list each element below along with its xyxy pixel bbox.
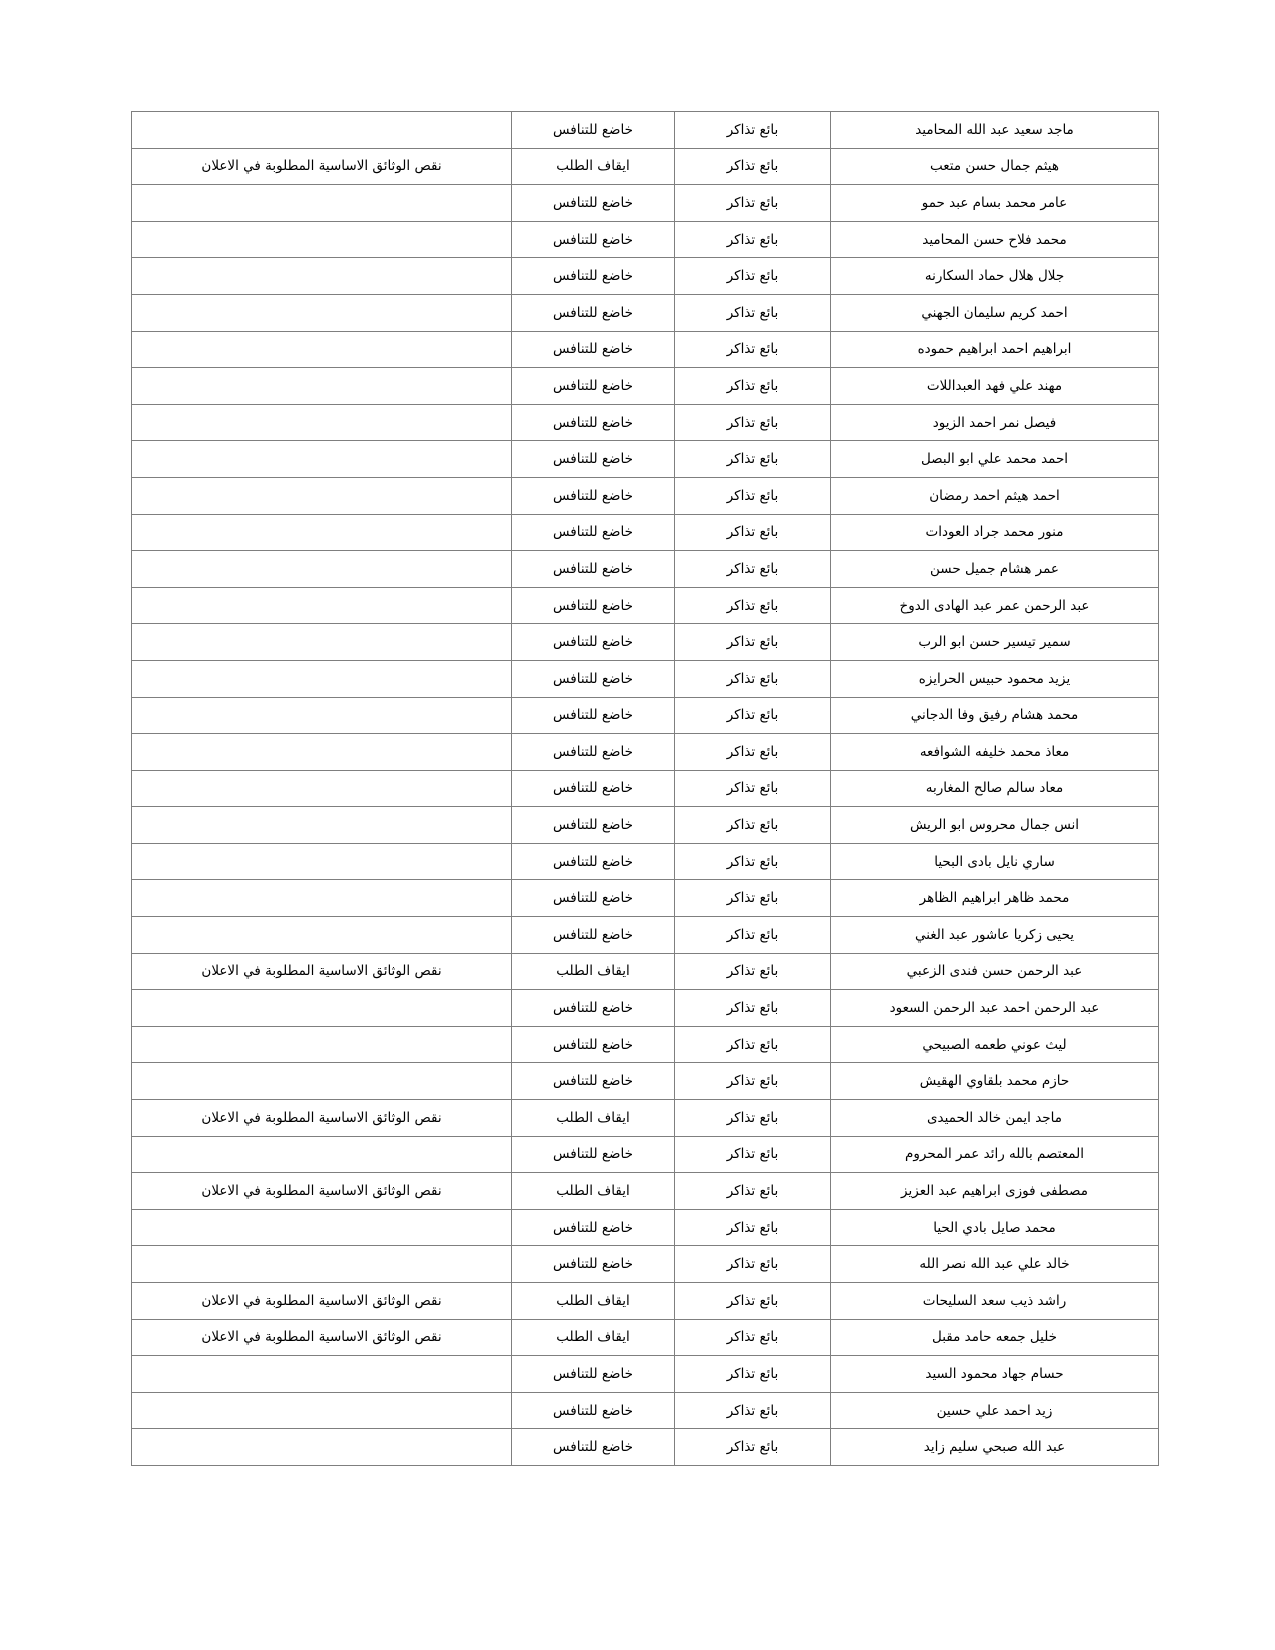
note-cell bbox=[132, 368, 512, 405]
status-cell: خاضع للتنافس bbox=[512, 331, 675, 368]
status-cell: خاضع للتنافس bbox=[512, 1026, 675, 1063]
job-title-cell: بائع تذاكر bbox=[675, 1136, 831, 1173]
status-cell: خاضع للتنافس bbox=[512, 917, 675, 954]
status-cell: خاضع للتنافس bbox=[512, 1392, 675, 1429]
table-row bbox=[132, 148, 1159, 185]
job-title-cell: بائع تذاكر bbox=[675, 185, 831, 222]
applicant-name-cell: خالد علي عبد الله نصر الله bbox=[831, 1246, 1159, 1283]
note-cell bbox=[132, 770, 512, 807]
note-cell bbox=[132, 1246, 512, 1283]
applicant-name-cell: يزيد محمود حبيس الحرايزه bbox=[831, 660, 1159, 697]
note-cell bbox=[132, 1063, 512, 1100]
note-cell bbox=[132, 551, 512, 588]
table-row bbox=[132, 221, 1159, 258]
note-cell bbox=[132, 734, 512, 771]
table-row bbox=[132, 1392, 1159, 1429]
applicant-name-cell: عبد الرحمن احمد عبد الرحمن السعود bbox=[831, 990, 1159, 1027]
table-row bbox=[132, 1356, 1159, 1393]
note-cell: نقص الوثائق الاساسية المطلوبة في الاعلان bbox=[132, 1319, 512, 1356]
job-title-cell: بائع تذاكر bbox=[675, 148, 831, 185]
status-cell: خاضع للتنافس bbox=[512, 843, 675, 880]
note-cell bbox=[132, 185, 512, 222]
job-title-cell: بائع تذاكر bbox=[675, 660, 831, 697]
table-row bbox=[132, 404, 1159, 441]
status-cell: خاضع للتنافس bbox=[512, 551, 675, 588]
applicant-name-cell: مهند علي فهد العبداللات bbox=[831, 368, 1159, 405]
job-title-cell: بائع تذاكر bbox=[675, 112, 831, 149]
note-cell bbox=[132, 1026, 512, 1063]
status-cell: خاضع للتنافس bbox=[512, 404, 675, 441]
status-cell: خاضع للتنافس bbox=[512, 1246, 675, 1283]
applicant-name-cell: منور محمد جراد العودات bbox=[831, 514, 1159, 551]
job-title-cell: بائع تذاكر bbox=[675, 770, 831, 807]
status-cell: خاضع للتنافس bbox=[512, 1429, 675, 1466]
job-title-cell: بائع تذاكر bbox=[675, 843, 831, 880]
note-cell bbox=[132, 1392, 512, 1429]
table-row bbox=[132, 697, 1159, 734]
applicant-name-cell: عبد الله صبحي سليم زايد bbox=[831, 1429, 1159, 1466]
table-row bbox=[132, 1283, 1159, 1320]
applicant-name-cell: محمد صايل بادي الحيا bbox=[831, 1209, 1159, 1246]
table-row bbox=[132, 660, 1159, 697]
table-row bbox=[132, 734, 1159, 771]
note-cell bbox=[132, 807, 512, 844]
status-cell: خاضع للتنافس bbox=[512, 1209, 675, 1246]
table-row bbox=[132, 1100, 1159, 1137]
status-cell: خاضع للتنافس bbox=[512, 514, 675, 551]
job-title-cell: بائع تذاكر bbox=[675, 1319, 831, 1356]
note-cell bbox=[132, 441, 512, 478]
table-row bbox=[132, 990, 1159, 1027]
job-title-cell: بائع تذاكر bbox=[675, 1283, 831, 1320]
note-cell bbox=[132, 331, 512, 368]
applicant-name-cell: احمد كريم سليمان الجهني bbox=[831, 294, 1159, 331]
status-cell: خاضع للتنافس bbox=[512, 221, 675, 258]
table-row bbox=[132, 294, 1159, 331]
status-cell: خاضع للتنافس bbox=[512, 660, 675, 697]
note-cell bbox=[132, 404, 512, 441]
note-cell bbox=[132, 660, 512, 697]
table-row bbox=[132, 1209, 1159, 1246]
job-title-cell: بائع تذاكر bbox=[675, 1063, 831, 1100]
applicant-name-cell: احمد محمد علي ابو البصل bbox=[831, 441, 1159, 478]
table-row bbox=[132, 1429, 1159, 1466]
status-cell: ايقاف الطلب bbox=[512, 1283, 675, 1320]
applicants-table bbox=[131, 111, 1159, 1466]
applicant-name-cell: ماجد ايمن خالد الحميدى bbox=[831, 1100, 1159, 1137]
applicant-name-cell: ليث عوني طعمه الصبيحي bbox=[831, 1026, 1159, 1063]
job-title-cell: بائع تذاكر bbox=[675, 1429, 831, 1466]
status-cell: ايقاف الطلب bbox=[512, 148, 675, 185]
status-cell: خاضع للتنافس bbox=[512, 587, 675, 624]
job-title-cell: بائع تذاكر bbox=[675, 953, 831, 990]
note-cell bbox=[132, 1136, 512, 1173]
job-title-cell: بائع تذاكر bbox=[675, 551, 831, 588]
table-row bbox=[132, 807, 1159, 844]
applicant-name-cell: محمد هشام رفيق وفا الدجاني bbox=[831, 697, 1159, 734]
note-cell bbox=[132, 917, 512, 954]
applicant-name-cell: محمد فلاح حسن المحاميد bbox=[831, 221, 1159, 258]
applicant-name-cell: معاذ محمد خليفه الشوافعه bbox=[831, 734, 1159, 771]
status-cell: ايقاف الطلب bbox=[512, 1173, 675, 1210]
applicant-name-cell: انس جمال محروس ابو الريش bbox=[831, 807, 1159, 844]
job-title-cell: بائع تذاكر bbox=[675, 880, 831, 917]
status-cell: ايقاف الطلب bbox=[512, 953, 675, 990]
note-cell bbox=[132, 990, 512, 1027]
applicant-name-cell: راشد ذيب سعد السليحات bbox=[831, 1283, 1159, 1320]
note-cell bbox=[132, 697, 512, 734]
table-row bbox=[132, 624, 1159, 661]
note-cell bbox=[132, 843, 512, 880]
job-title-cell: بائع تذاكر bbox=[675, 258, 831, 295]
note-cell bbox=[132, 1429, 512, 1466]
status-cell: خاضع للتنافس bbox=[512, 1356, 675, 1393]
applicant-name-cell: جلال هلال حماد السكارنه bbox=[831, 258, 1159, 295]
job-title-cell: بائع تذاكر bbox=[675, 294, 831, 331]
table-row bbox=[132, 112, 1159, 149]
applicant-name-cell: ابراهيم احمد ابراهيم حموده bbox=[831, 331, 1159, 368]
applicant-name-cell: مصطفى فوزى ابراهيم عبد العزيز bbox=[831, 1173, 1159, 1210]
applicant-name-cell: ساري نايل بادى البحيا bbox=[831, 843, 1159, 880]
table-row bbox=[132, 843, 1159, 880]
applicant-name-cell: عبد الرحمن عمر عبد الهادى الدوخ bbox=[831, 587, 1159, 624]
job-title-cell: بائع تذاكر bbox=[675, 1392, 831, 1429]
note-cell bbox=[132, 1209, 512, 1246]
table-row bbox=[132, 258, 1159, 295]
job-title-cell: بائع تذاكر bbox=[675, 1356, 831, 1393]
table-row bbox=[132, 917, 1159, 954]
table-row bbox=[132, 1063, 1159, 1100]
status-cell: خاضع للتنافس bbox=[512, 258, 675, 295]
applicant-name-cell: زيد احمد علي حسين bbox=[831, 1392, 1159, 1429]
note-cell: نقص الوثائق الاساسية المطلوبة في الاعلان bbox=[132, 953, 512, 990]
applicant-name-cell: محمد ظاهر ابراهيم الظاهر bbox=[831, 880, 1159, 917]
applicant-name-cell: المعتصم بالله رائد عمر المحروم bbox=[831, 1136, 1159, 1173]
table-row bbox=[132, 587, 1159, 624]
table-row bbox=[132, 1136, 1159, 1173]
status-cell: خاضع للتنافس bbox=[512, 880, 675, 917]
applicant-name-cell: ماجد سعيد عبد الله المحاميد bbox=[831, 112, 1159, 149]
table-row bbox=[132, 514, 1159, 551]
table-row bbox=[132, 880, 1159, 917]
note-cell bbox=[132, 221, 512, 258]
status-cell: خاضع للتنافس bbox=[512, 441, 675, 478]
status-cell: خاضع للتنافس bbox=[512, 368, 675, 405]
applicant-name-cell: خليل جمعه حامد مقبل bbox=[831, 1319, 1159, 1356]
note-cell bbox=[132, 294, 512, 331]
job-title-cell: بائع تذاكر bbox=[675, 368, 831, 405]
applicant-name-cell: حازم محمد بلقاوي الهقيش bbox=[831, 1063, 1159, 1100]
table-row bbox=[132, 1246, 1159, 1283]
applicant-name-cell: عامر محمد بسام عبد حمو bbox=[831, 185, 1159, 222]
status-cell: ايقاف الطلب bbox=[512, 1100, 675, 1137]
note-cell: نقص الوثائق الاساسية المطلوبة في الاعلان bbox=[132, 148, 512, 185]
job-title-cell: بائع تذاكر bbox=[675, 221, 831, 258]
status-cell: خاضع للتنافس bbox=[512, 734, 675, 771]
job-title-cell: بائع تذاكر bbox=[675, 1209, 831, 1246]
status-cell: خاضع للتنافس bbox=[512, 1063, 675, 1100]
status-cell: خاضع للتنافس bbox=[512, 185, 675, 222]
table-row bbox=[132, 551, 1159, 588]
status-cell: خاضع للتنافس bbox=[512, 807, 675, 844]
table-row bbox=[132, 1319, 1159, 1356]
job-title-cell: بائع تذاكر bbox=[675, 1246, 831, 1283]
job-title-cell: بائع تذاكر bbox=[675, 624, 831, 661]
job-title-cell: بائع تذاكر bbox=[675, 697, 831, 734]
job-title-cell: بائع تذاكر bbox=[675, 807, 831, 844]
job-title-cell: بائع تذاكر bbox=[675, 514, 831, 551]
job-title-cell: بائع تذاكر bbox=[675, 441, 831, 478]
note-cell bbox=[132, 587, 512, 624]
note-cell bbox=[132, 514, 512, 551]
applicant-name-cell: احمد هيثم احمد رمضان bbox=[831, 477, 1159, 514]
note-cell bbox=[132, 477, 512, 514]
table-row bbox=[132, 1026, 1159, 1063]
job-title-cell: بائع تذاكر bbox=[675, 404, 831, 441]
applicant-name-cell: معاد سالم صالح المغاربه bbox=[831, 770, 1159, 807]
applicant-name-cell: عبد الرحمن حسن فندى الزعبي bbox=[831, 953, 1159, 990]
status-cell: خاضع للتنافس bbox=[512, 624, 675, 661]
job-title-cell: بائع تذاكر bbox=[675, 990, 831, 1027]
job-title-cell: بائع تذاكر bbox=[675, 1173, 831, 1210]
status-cell: خاضع للتنافس bbox=[512, 697, 675, 734]
note-cell: نقص الوثائق الاساسية المطلوبة في الاعلان bbox=[132, 1283, 512, 1320]
table-row bbox=[132, 1173, 1159, 1210]
status-cell: خاضع للتنافس bbox=[512, 1136, 675, 1173]
status-cell: خاضع للتنافس bbox=[512, 294, 675, 331]
applicants-table-body bbox=[132, 112, 1159, 1466]
status-cell: ايقاف الطلب bbox=[512, 1319, 675, 1356]
note-cell: نقص الوثائق الاساسية المطلوبة في الاعلان bbox=[132, 1100, 512, 1137]
table-row bbox=[132, 441, 1159, 478]
job-title-cell: بائع تذاكر bbox=[675, 477, 831, 514]
job-title-cell: بائع تذاكر bbox=[675, 587, 831, 624]
table-row bbox=[132, 368, 1159, 405]
table-row bbox=[132, 331, 1159, 368]
table-row bbox=[132, 185, 1159, 222]
note-cell bbox=[132, 624, 512, 661]
status-cell: خاضع للتنافس bbox=[512, 477, 675, 514]
job-title-cell: بائع تذاكر bbox=[675, 734, 831, 771]
applicant-name-cell: هيثم جمال حسن متعب bbox=[831, 148, 1159, 185]
applicant-name-cell: يحيى زكريا عاشور عبد الغني bbox=[831, 917, 1159, 954]
note-cell bbox=[132, 1356, 512, 1393]
note-cell bbox=[132, 112, 512, 149]
applicant-name-cell: عمر هشام جميل حسن bbox=[831, 551, 1159, 588]
status-cell: خاضع للتنافس bbox=[512, 112, 675, 149]
job-title-cell: بائع تذاكر bbox=[675, 1026, 831, 1063]
job-title-cell: بائع تذاكر bbox=[675, 917, 831, 954]
note-cell bbox=[132, 258, 512, 295]
note-cell: نقص الوثائق الاساسية المطلوبة في الاعلان bbox=[132, 1173, 512, 1210]
applicant-name-cell: فيصل نمر احمد الزيود bbox=[831, 404, 1159, 441]
applicant-name-cell: حسام جهاد محمود السيد bbox=[831, 1356, 1159, 1393]
note-cell bbox=[132, 880, 512, 917]
job-title-cell: بائع تذاكر bbox=[675, 1100, 831, 1137]
job-title-cell: بائع تذاكر bbox=[675, 331, 831, 368]
table-row bbox=[132, 770, 1159, 807]
applicant-name-cell: سمير تيسير حسن ابو الرب bbox=[831, 624, 1159, 661]
table-row bbox=[132, 953, 1159, 990]
status-cell: خاضع للتنافس bbox=[512, 990, 675, 1027]
status-cell: خاضع للتنافس bbox=[512, 770, 675, 807]
table-row bbox=[132, 477, 1159, 514]
